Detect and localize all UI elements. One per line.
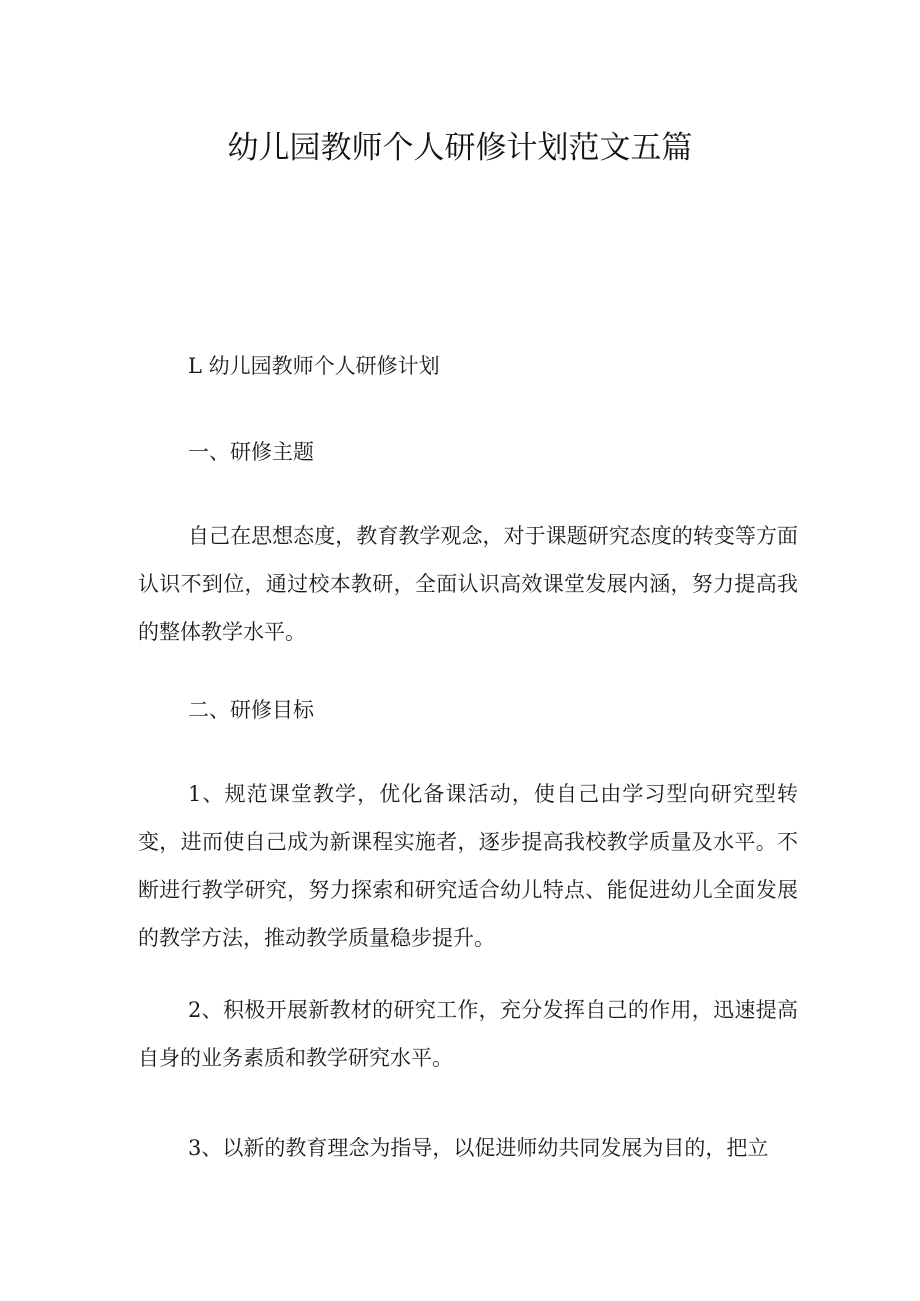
paragraph-research-theme: 自己在思想态度，教育教学观念，对于课题研究态度的转变等方面认识不到位，通过校本教研，全面认识高效课堂发展内涵，努力提高我的整体教学水平。 <box>138 524 798 644</box>
section-heading: L 幼儿园教师个人研修计划 <box>188 354 440 378</box>
heading-research-goals: 二、研修目标 <box>188 698 314 722</box>
paragraph-goal-1: 1、规范课堂教学，优化备课活动，使自己由学习型向研究型转变，进而使自己成为新课程实施者，逐步提高我校教学质量及水平。不断进行教学研究，努力探索和研究适合幼儿特点、能促进幼儿全面发展的教学方法，推动教学质量稳步提升。 <box>138 782 798 950</box>
paragraph-goal-2: 2、积极开展新教材的研究工作，充分发挥自己的作用，迅速提高自身的业务素质和教学研究水平。 <box>138 998 798 1070</box>
heading-research-theme: 一、研修主题 <box>188 440 314 464</box>
paragraph-goal-3: 3、以新的教育理念为指导，以促进师幼共同发展为目的，把立 <box>188 1136 769 1160</box>
document-title: 幼儿园教师个人研修计划范文五篇 <box>227 130 693 166</box>
